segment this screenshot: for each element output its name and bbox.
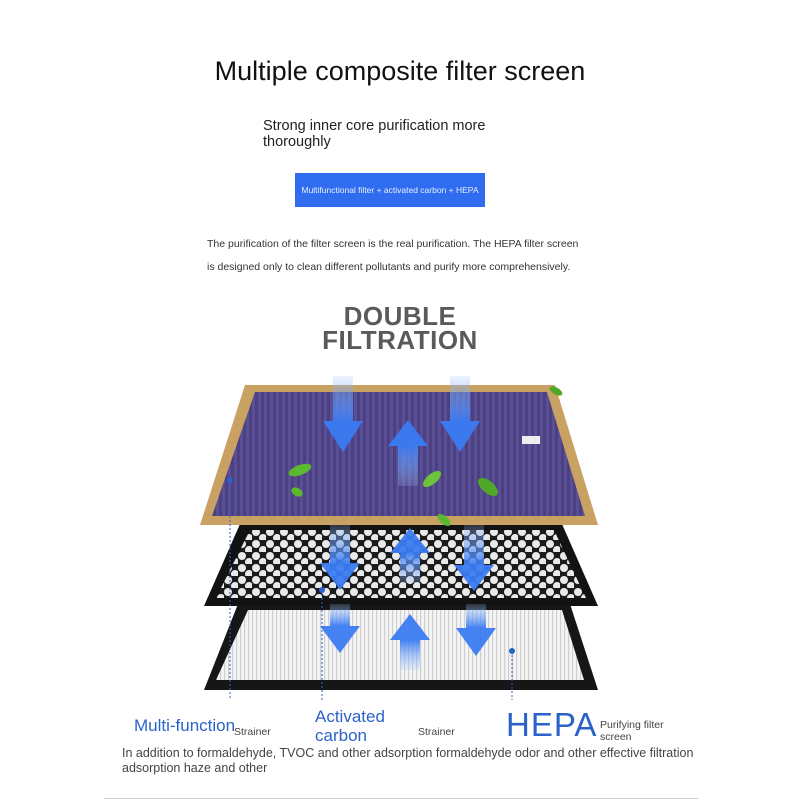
headline-line-2: FILTRATION [322, 325, 478, 355]
filter-combo-badge: Multifunctional filter + activated carbon + HEPA [295, 173, 485, 207]
page-title: Multiple composite filter screen [214, 56, 586, 86]
footer-description: In addition to formaldehyde, TVOC and other adsorption formaldehyde odor and other effective filtration adsorption haze and other [122, 746, 694, 775]
headline-line-1: DOUBLE [343, 301, 457, 331]
label-strainer-2: Strainer [418, 726, 455, 738]
description-line-2: is designed only to clean different pollutants and purify more comprehensively. [207, 261, 571, 273]
label-activated-carbon: Activated carbon [315, 707, 385, 745]
label-multi-function: Multi-function [134, 716, 236, 735]
bottom-divider [104, 798, 698, 799]
label-hepa: HEPA [506, 706, 598, 743]
label-strainer-1: Strainer [234, 726, 271, 738]
subtitle: Strong inner core purification more thoroughly [263, 118, 486, 150]
filter-layers-illustration [0, 360, 800, 700]
description-line-1: The purification of the filter screen is the real purification. The HEPA filter screen [207, 238, 579, 250]
label-purifying-filter: Purifying filter screen [600, 719, 664, 743]
